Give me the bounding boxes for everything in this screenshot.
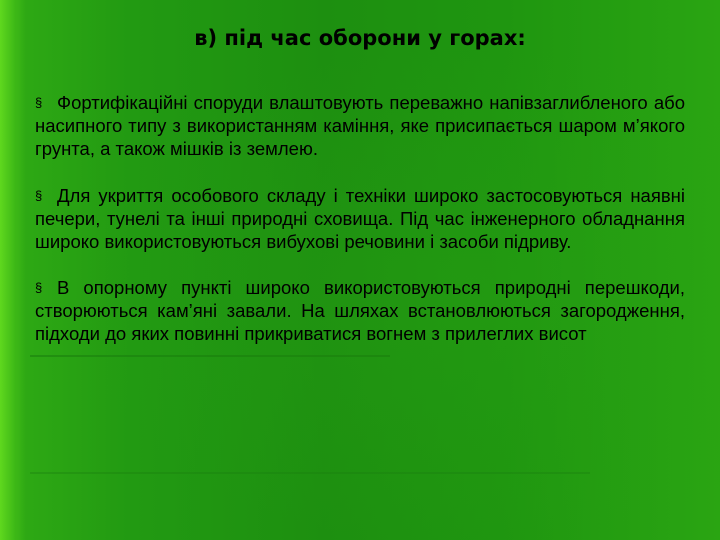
decorative-rule bbox=[30, 472, 590, 474]
paragraph-text-1: Фортифікаційні споруди влаштовують переважно напівзаглибленого або насипного типу з використанням каміння, яке присипається шаром м’якого грунта, а також мішків із землею. bbox=[35, 92, 685, 159]
bullet-icon: § bbox=[35, 188, 43, 203]
bullet-paragraph-1 bbox=[35, 91, 685, 160]
bullet-paragraph-3 bbox=[35, 276, 685, 345]
paragraph-text-3: В опорному пункті широко використовуються природні перешкоди, створюються кам’яні завали. На шляхах встановлюються загородження, підходи до яких повинні прикриватися вогнем з прилеглих висот bbox=[35, 277, 685, 344]
decorative-rule bbox=[30, 355, 390, 357]
slide-body bbox=[35, 91, 685, 345]
slide-title: в) під час оборони у горах: bbox=[194, 26, 526, 50]
bullet-icon: § bbox=[35, 280, 43, 295]
bullet-icon: § bbox=[35, 95, 43, 110]
bullet-paragraph-2 bbox=[35, 184, 685, 253]
left-edge-highlight bbox=[0, 0, 26, 540]
paragraph-text-2: Для укриття особового складу і техніки широко застосовуються наявні печери, тунелі та інші природні сховища. Під час інженерного обладнання широко використовуються вибухові речовини і засоби підриву. bbox=[35, 185, 685, 252]
